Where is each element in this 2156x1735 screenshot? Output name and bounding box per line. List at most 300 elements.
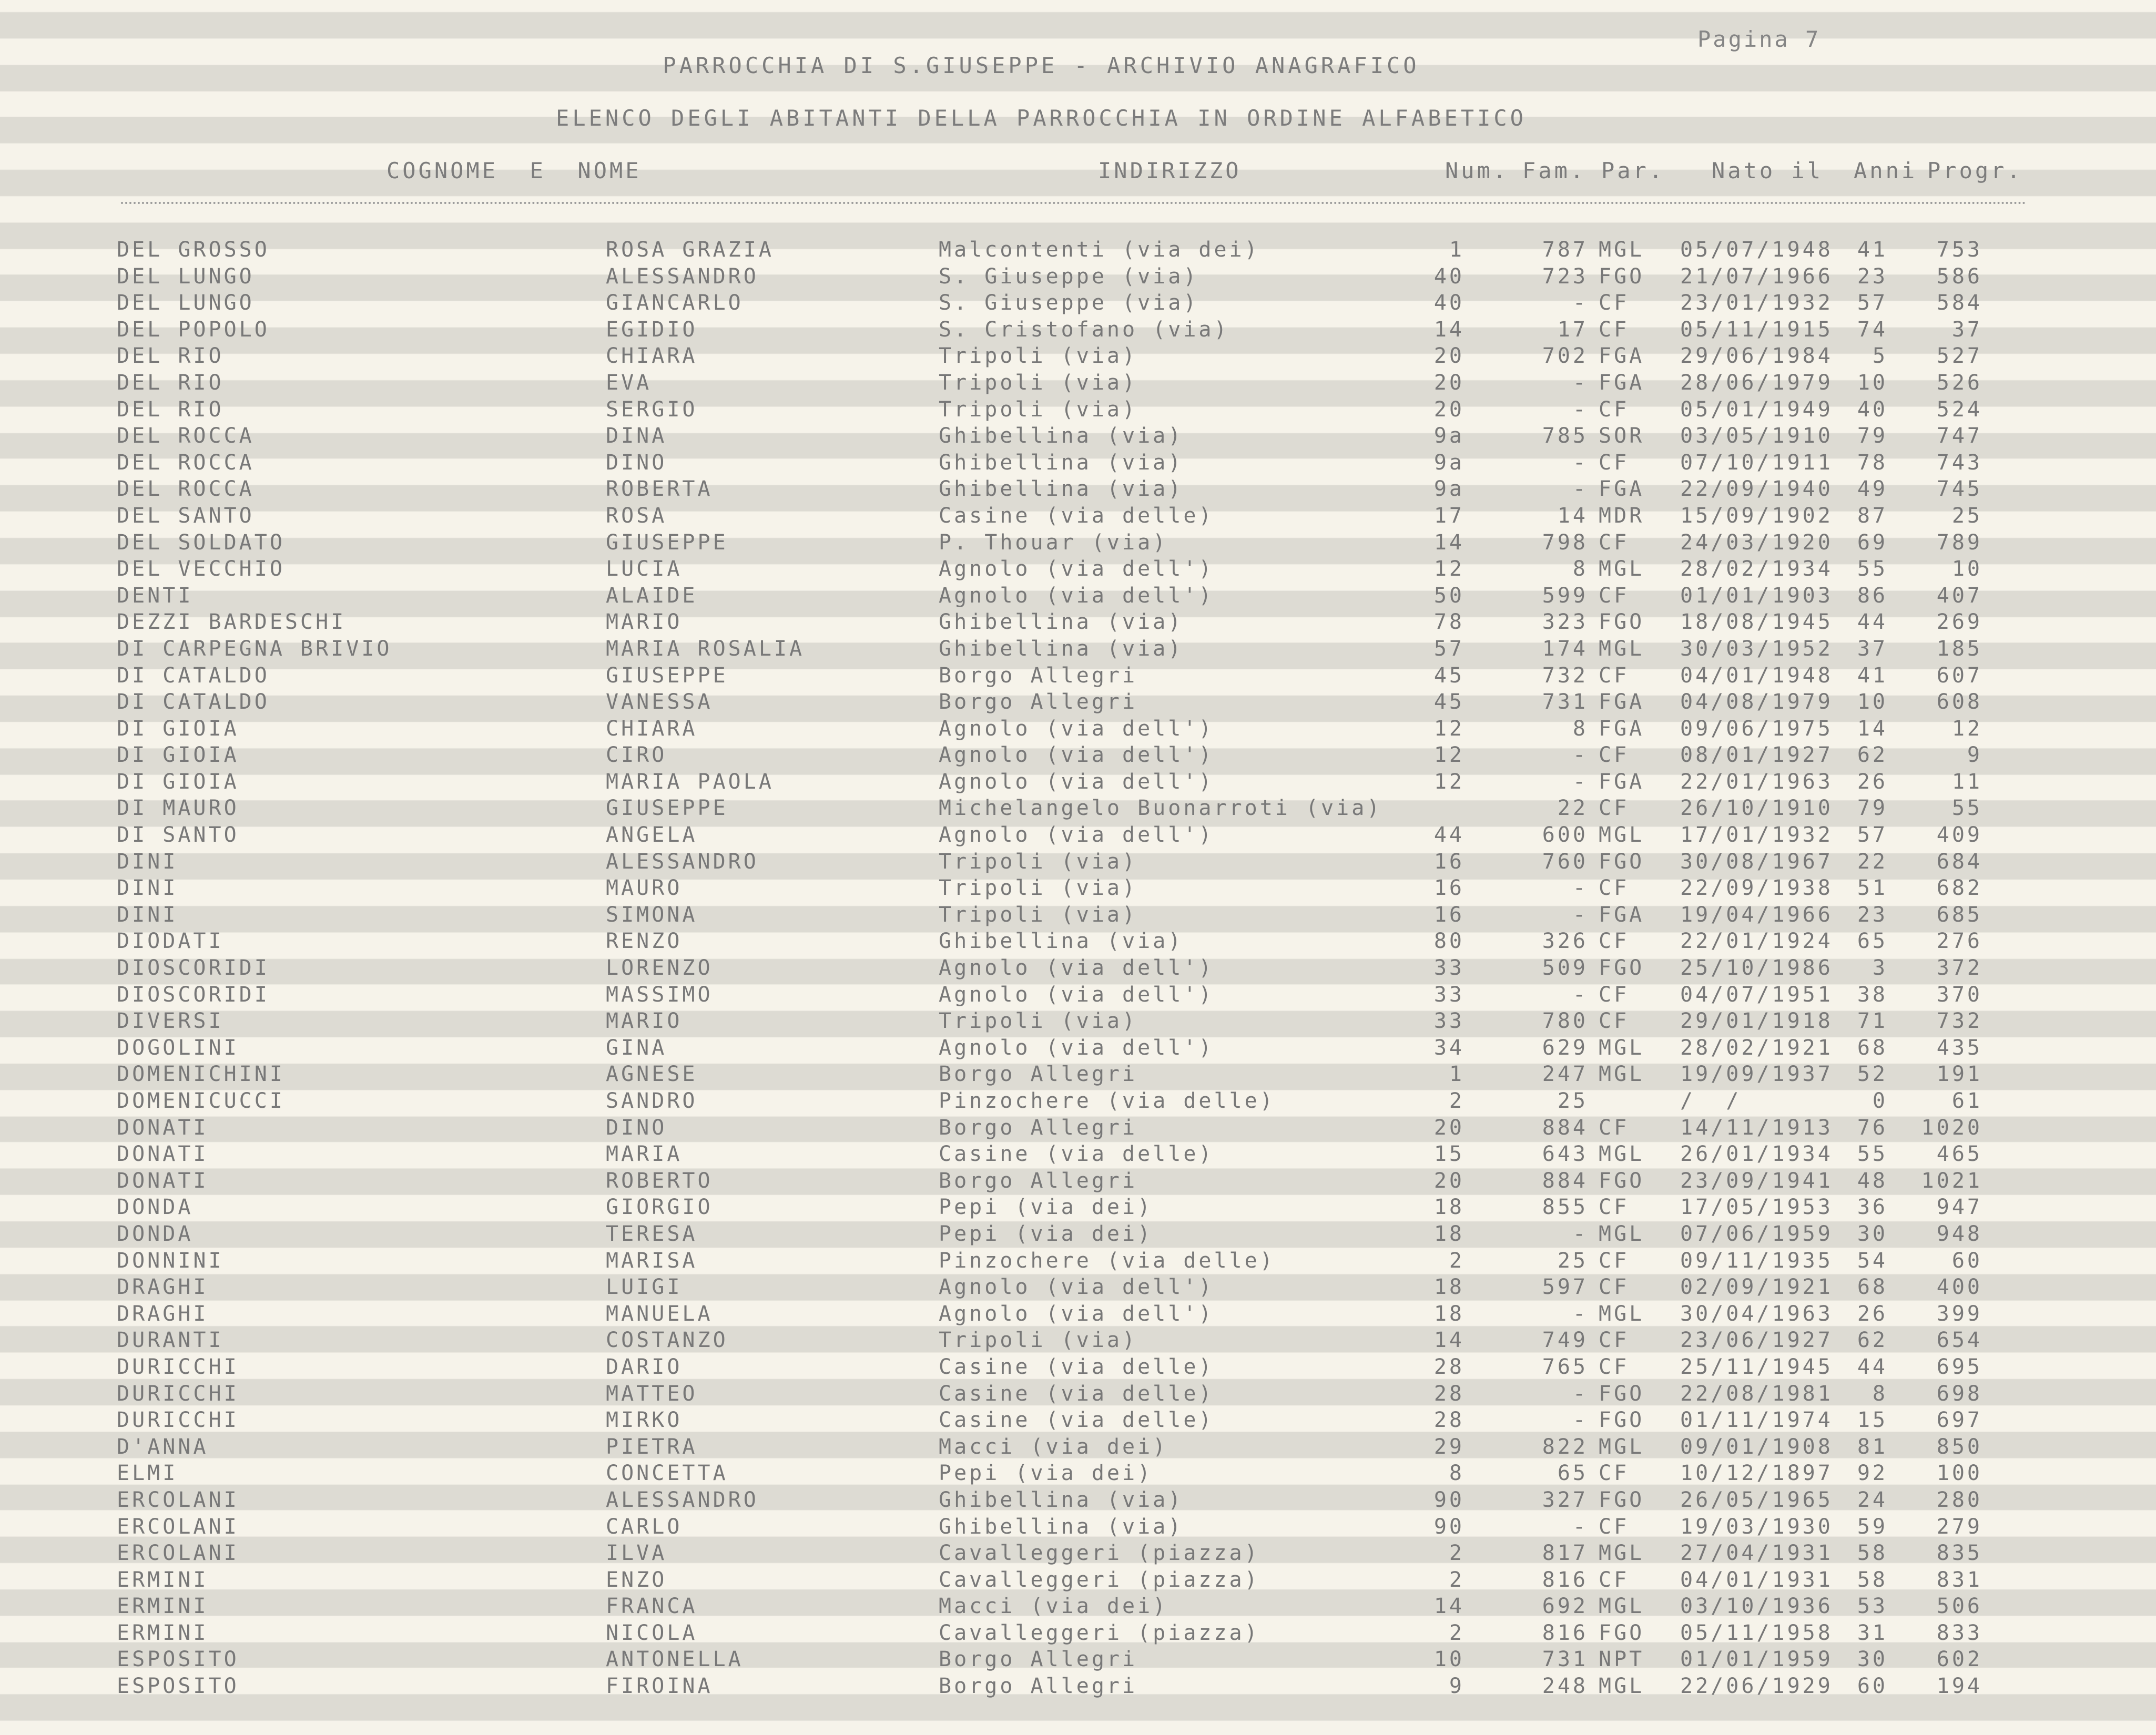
progressive-cell: 276	[1936, 929, 1982, 954]
name-cell: TERESA	[606, 1221, 698, 1246]
age-cell: 30	[1857, 1647, 1888, 1672]
address-cell: Casine (via delle)	[939, 503, 1214, 528]
surname-cell: DIOSCORIDI	[117, 982, 270, 1007]
family-cell: 731	[1542, 690, 1588, 715]
house-number-cell: 2	[1449, 1541, 1465, 1566]
birthdate-cell: 22/08/1981	[1680, 1381, 1833, 1406]
name-cell: SANDRO	[606, 1089, 698, 1113]
progressive-cell: 697	[1936, 1408, 1982, 1433]
house-number-cell: 9a	[1433, 477, 1465, 502]
table-row	[0, 290, 2156, 317]
family-cell: 25	[1557, 1089, 1588, 1113]
surname-cell: DEL POPOLO	[117, 317, 270, 342]
address-cell: Casine (via delle)	[939, 1408, 1214, 1433]
table-row	[0, 609, 2156, 636]
house-number-cell: 90	[1433, 1487, 1465, 1512]
progressive-cell: 11	[1951, 769, 1982, 794]
address-cell: Michelangelo Buonarroti (via)	[939, 796, 1382, 821]
progressive-cell: 399	[1936, 1301, 1982, 1326]
address-cell: Ghibellina (via)	[939, 477, 1184, 502]
birthdate-cell: 04/08/1979	[1680, 690, 1833, 715]
house-number-cell: 20	[1433, 370, 1465, 395]
house-number-cell: 17	[1433, 503, 1465, 528]
family-cell: 25	[1557, 1248, 1588, 1273]
name-cell: ENZO	[606, 1567, 667, 1592]
birthdate-cell: 30/08/1967	[1680, 849, 1833, 874]
house-number-cell: 2	[1449, 1089, 1465, 1113]
house-number-cell: 9a	[1433, 450, 1465, 475]
progressive-cell: 695	[1936, 1354, 1982, 1379]
family-cell: -	[1572, 1408, 1588, 1433]
progressive-cell: 191	[1936, 1062, 1982, 1087]
address-cell: Agnolo (via dell')	[939, 743, 1214, 768]
family-cell: 723	[1542, 264, 1588, 289]
address-cell: Casine (via delle)	[939, 1354, 1214, 1379]
relation-cell: CF	[1599, 1514, 1630, 1539]
house-number-cell: 12	[1433, 557, 1465, 581]
name-cell: CHIARA	[606, 344, 698, 369]
age-cell: 30	[1857, 1221, 1888, 1246]
table-row	[0, 928, 2156, 955]
birthdate-cell: 27/04/1931	[1680, 1541, 1833, 1566]
table-row	[0, 1248, 2156, 1274]
birthdate-cell: 19/04/1966	[1680, 902, 1833, 927]
house-number-cell: 33	[1433, 956, 1465, 981]
table-row	[0, 1646, 2156, 1673]
relation-cell: MGL	[1599, 823, 1645, 848]
table-row	[0, 1354, 2156, 1381]
birthdate-cell: 09/11/1935	[1680, 1248, 1833, 1273]
address-cell: Ghibellina (via)	[939, 1487, 1184, 1512]
name-cell: MATTEO	[606, 1381, 698, 1406]
birthdate-cell: 30/03/1952	[1680, 636, 1833, 661]
family-cell: 780	[1542, 1009, 1588, 1034]
progressive-cell: 61	[1951, 1089, 1982, 1113]
table-row	[0, 1274, 2156, 1301]
progressive-cell: 37	[1951, 317, 1982, 342]
address-cell: Ghibellina (via)	[939, 929, 1184, 954]
relation-cell: FGA	[1599, 370, 1645, 395]
age-cell: 60	[1857, 1674, 1888, 1699]
family-cell: 749	[1542, 1328, 1588, 1353]
name-cell: MARIA PAOLA	[606, 769, 774, 794]
age-cell: 5	[1872, 344, 1888, 369]
surname-cell: DURICCHI	[117, 1408, 239, 1433]
age-cell: 26	[1857, 769, 1888, 794]
table-row	[0, 716, 2156, 742]
house-number-cell: 12	[1433, 716, 1465, 741]
relation-cell: CF	[1599, 583, 1630, 608]
name-cell: ROSA GRAZIA	[606, 238, 774, 262]
table-row	[0, 795, 2156, 822]
table-row	[0, 902, 2156, 928]
name-cell: MANUELA	[606, 1301, 713, 1326]
relation-cell: MGL	[1599, 557, 1645, 581]
table-row	[0, 1327, 2156, 1354]
birthdate-cell: 23/09/1941	[1680, 1168, 1833, 1193]
house-number-cell: 2	[1449, 1567, 1465, 1592]
house-number-cell: 2	[1449, 1248, 1465, 1273]
table-row	[0, 1381, 2156, 1407]
relation-cell: CF	[1599, 1009, 1630, 1034]
name-cell: DARIO	[606, 1354, 683, 1379]
family-cell: -	[1572, 902, 1588, 927]
relation-cell: CF	[1599, 397, 1630, 422]
relation-cell: MGL	[1599, 1674, 1645, 1699]
birthdate-cell: 04/07/1951	[1680, 982, 1833, 1007]
address-cell: Casine (via delle)	[939, 1381, 1214, 1406]
family-cell: 327	[1542, 1487, 1588, 1512]
birthdate-cell: 03/05/1910	[1680, 424, 1833, 448]
surname-cell: DEL VECCHIO	[117, 557, 285, 581]
name-cell: ALESSANDRO	[606, 1487, 759, 1512]
name-cell: CONCETTA	[606, 1461, 728, 1486]
table-row	[0, 1301, 2156, 1328]
relation-cell: CF	[1599, 982, 1630, 1007]
surname-cell: DEL GROSSO	[117, 238, 270, 262]
birthdate-cell: 01/11/1974	[1680, 1408, 1833, 1433]
progressive-cell: 789	[1936, 530, 1982, 555]
surname-cell: ESPOSITO	[117, 1674, 239, 1699]
age-cell: 74	[1857, 317, 1888, 342]
relation-cell: CF	[1599, 876, 1630, 901]
family-cell: 822	[1542, 1434, 1588, 1459]
name-cell: CHIARA	[606, 716, 698, 741]
table-row	[0, 317, 2156, 343]
surname-cell: DI GIOIA	[117, 716, 239, 741]
table-row	[0, 1620, 2156, 1647]
house-number-cell: 18	[1433, 1195, 1465, 1220]
surname-cell: DONDA	[117, 1195, 194, 1220]
progressive-cell: 833	[1936, 1620, 1982, 1645]
address-cell: Macci (via dei)	[939, 1594, 1168, 1619]
table-row	[0, 556, 2156, 583]
birthdate-cell: 26/01/1934	[1680, 1142, 1833, 1167]
surname-cell: DI SANTO	[117, 823, 239, 848]
table-row	[0, 689, 2156, 716]
family-cell: 8	[1572, 716, 1588, 741]
address-cell: Pepi (via dei)	[939, 1221, 1153, 1246]
name-cell: ROSA	[606, 503, 667, 528]
birthdate-cell: 25/11/1945	[1680, 1354, 1833, 1379]
table-row	[0, 849, 2156, 875]
house-number-cell: 44	[1433, 823, 1465, 848]
birthdate-cell: 10/12/1897	[1680, 1461, 1833, 1486]
family-cell: 174	[1542, 636, 1588, 661]
family-cell: 785	[1542, 424, 1588, 448]
progressive-cell: 372	[1936, 956, 1982, 981]
age-cell: 55	[1857, 1142, 1888, 1167]
name-cell: COSTANZO	[606, 1328, 728, 1353]
age-cell: 24	[1857, 1487, 1888, 1512]
family-cell: -	[1572, 1221, 1588, 1246]
birthdate-cell: 29/01/1918	[1680, 1009, 1833, 1034]
table-row	[0, 1673, 2156, 1700]
age-cell: 53	[1857, 1594, 1888, 1619]
house-number-cell: 20	[1433, 1115, 1465, 1140]
house-number-cell: 40	[1433, 291, 1465, 315]
birthdate-cell: 05/11/1958	[1680, 1620, 1833, 1645]
relation-cell: MGL	[1599, 1142, 1645, 1167]
name-cell: MAURO	[606, 876, 683, 901]
progressive-cell: 747	[1936, 424, 1982, 448]
address-cell: Agnolo (via dell')	[939, 982, 1214, 1007]
name-cell: RENZO	[606, 929, 683, 954]
family-cell: 884	[1542, 1168, 1588, 1193]
house-number-cell: 2	[1449, 1620, 1465, 1645]
name-cell: ILVA	[606, 1541, 667, 1566]
house-number-cell: 18	[1433, 1275, 1465, 1300]
house-number-cell: 57	[1433, 636, 1465, 661]
birthdate-cell: 05/11/1915	[1680, 317, 1833, 342]
address-cell: Malcontenti (via dei)	[939, 238, 1260, 262]
name-cell: LUIGI	[606, 1275, 683, 1300]
progressive-cell: 602	[1936, 1647, 1982, 1672]
table-row	[0, 742, 2156, 769]
relation-cell: NPT	[1599, 1647, 1645, 1672]
family-cell: 884	[1542, 1115, 1588, 1140]
birthdate-cell: 23/06/1927	[1680, 1328, 1833, 1353]
surname-cell: ERMINI	[117, 1594, 209, 1619]
surname-cell: DEL LUNGO	[117, 291, 255, 315]
birthdate-cell: 15/09/1902	[1680, 503, 1833, 528]
family-cell: 816	[1542, 1620, 1588, 1645]
table-row	[0, 1460, 2156, 1487]
family-cell: 855	[1542, 1195, 1588, 1220]
birthdate-cell: 28/06/1979	[1680, 370, 1833, 395]
house-number-cell: 34	[1433, 1035, 1465, 1060]
address-cell: Agnolo (via dell')	[939, 823, 1214, 848]
surname-cell: ERCOLANI	[117, 1487, 239, 1512]
surname-cell: DONATI	[117, 1115, 209, 1140]
relation-cell: FGA	[1599, 344, 1645, 369]
family-cell: -	[1572, 397, 1588, 422]
house-number-cell: 20	[1433, 397, 1465, 422]
table-row	[0, 1141, 2156, 1168]
progressive-cell: 409	[1936, 823, 1982, 848]
birthdate-cell: 22/09/1940	[1680, 477, 1833, 502]
relation-cell: CF	[1599, 1328, 1630, 1353]
progressive-cell: 527	[1936, 344, 1982, 369]
progressive-cell: 1021	[1921, 1168, 1982, 1193]
surname-cell: ERMINI	[117, 1567, 209, 1592]
house-number-cell: 14	[1433, 317, 1465, 342]
house-number-cell: 28	[1433, 1408, 1465, 1433]
relation-cell: MGL	[1599, 636, 1645, 661]
address-cell: Tripoli (via)	[939, 344, 1138, 369]
age-cell: 38	[1857, 982, 1888, 1007]
surname-cell: DINI	[117, 902, 178, 927]
house-number-cell: 1	[1449, 238, 1465, 262]
name-cell: GINA	[606, 1035, 667, 1060]
name-cell: DINO	[606, 450, 667, 475]
birthdate-cell: 19/09/1937	[1680, 1062, 1833, 1087]
house-number-cell: 9	[1449, 1674, 1465, 1699]
table-row	[0, 583, 2156, 609]
name-cell: DINA	[606, 424, 667, 448]
header-address: INDIRIZZO	[1098, 158, 1242, 183]
birthdate-cell: 09/01/1908	[1680, 1434, 1833, 1459]
progressive-cell: 400	[1936, 1275, 1982, 1300]
address-cell: Ghibellina (via)	[939, 610, 1184, 635]
relation-cell: FGA	[1599, 902, 1645, 927]
table-row	[0, 237, 2156, 263]
residents-table	[0, 237, 2156, 1700]
header-prog: Progr.	[1927, 158, 2023, 183]
table-row	[0, 1088, 2156, 1115]
address-cell: Borgo Allegri	[939, 1168, 1138, 1193]
family-cell: 732	[1542, 663, 1588, 688]
family-cell: 65	[1557, 1461, 1588, 1486]
house-number-cell: 40	[1433, 264, 1465, 289]
birthdate-cell: 05/07/1948	[1680, 238, 1833, 262]
age-cell: 10	[1857, 370, 1888, 395]
surname-cell: DI CARPEGNA BRIVIO	[117, 636, 392, 661]
house-number-cell: 20	[1433, 344, 1465, 369]
age-cell: 87	[1857, 503, 1888, 528]
house-number-cell: 78	[1433, 610, 1465, 635]
birthdate-cell: 17/05/1953	[1680, 1195, 1833, 1220]
progressive-cell: 732	[1936, 1009, 1982, 1034]
birthdate-cell: 17/01/1932	[1680, 823, 1833, 848]
surname-cell: DONDA	[117, 1221, 194, 1246]
age-cell: 78	[1857, 450, 1888, 475]
progressive-cell: 850	[1936, 1434, 1982, 1459]
address-cell: S. Cristofano (via)	[939, 317, 1229, 342]
family-cell: -	[1572, 477, 1588, 502]
relation-cell: MGL	[1599, 1035, 1645, 1060]
relation-cell: MGL	[1599, 238, 1645, 262]
name-cell: ALESSANDRO	[606, 849, 759, 874]
birthdate-cell: 26/10/1910	[1680, 796, 1833, 821]
house-number-cell: 29	[1433, 1434, 1465, 1459]
surname-cell: DINI	[117, 849, 178, 874]
family-cell: 643	[1542, 1142, 1588, 1167]
name-cell: LORENZO	[606, 956, 713, 981]
surname-cell: DEL ROCCA	[117, 477, 255, 502]
address-cell: Ghibellina (via)	[939, 1514, 1184, 1539]
family-cell: 787	[1542, 238, 1588, 262]
address-cell: Tripoli (via)	[939, 1328, 1138, 1353]
age-cell: 31	[1857, 1620, 1888, 1645]
name-cell: ROBERTA	[606, 477, 713, 502]
age-cell: 10	[1857, 690, 1888, 715]
birthdate-cell: 14/11/1913	[1680, 1115, 1833, 1140]
family-cell: 600	[1542, 823, 1588, 848]
family-cell: 597	[1542, 1275, 1588, 1300]
family-cell: -	[1572, 743, 1588, 768]
birthdate-cell: 07/06/1959	[1680, 1221, 1833, 1246]
progressive-cell: 25	[1951, 503, 1982, 528]
progressive-cell: 753	[1936, 238, 1982, 262]
relation-cell: FGA	[1599, 716, 1645, 741]
age-cell: 15	[1857, 1408, 1888, 1433]
progressive-cell: 12	[1951, 716, 1982, 741]
family-cell: 326	[1542, 929, 1588, 954]
progressive-cell: 682	[1936, 876, 1982, 901]
age-cell: 44	[1857, 1354, 1888, 1379]
progressive-cell: 698	[1936, 1381, 1982, 1406]
age-cell: 92	[1857, 1461, 1888, 1486]
birthdate-cell: 18/08/1945	[1680, 610, 1833, 635]
surname-cell: DRAGHI	[117, 1275, 209, 1300]
table-row	[0, 1221, 2156, 1248]
progressive-cell: 608	[1936, 690, 1982, 715]
house-number-cell: 80	[1433, 929, 1465, 954]
relation-cell: CF	[1599, 291, 1630, 315]
birthdate-cell: 03/10/1936	[1680, 1594, 1833, 1619]
header-num: Num.	[1445, 158, 1509, 183]
name-cell: FIROINA	[606, 1674, 713, 1699]
address-cell: Agnolo (via dell')	[939, 769, 1214, 794]
surname-cell: DEL RIO	[117, 397, 224, 422]
surname-cell: D'ANNA	[117, 1434, 209, 1459]
table-row	[0, 1115, 2156, 1141]
table-row	[0, 1061, 2156, 1088]
family-cell: 816	[1542, 1567, 1588, 1592]
relation-cell: FGA	[1599, 690, 1645, 715]
family-cell: 248	[1542, 1674, 1588, 1699]
table-row	[0, 423, 2156, 450]
page-number: Pagina 7	[1697, 26, 1821, 52]
birthdate-cell: 21/07/1966	[1680, 264, 1833, 289]
progressive-cell: 835	[1936, 1541, 1982, 1566]
family-cell: -	[1572, 982, 1588, 1007]
progressive-cell: 745	[1936, 477, 1982, 502]
surname-cell: ERCOLANI	[117, 1541, 239, 1566]
surname-cell: DIODATI	[117, 929, 224, 954]
address-cell: Cavalleggeri (piazza)	[939, 1541, 1260, 1566]
name-cell: ALAIDE	[606, 583, 698, 608]
house-number-cell: 14	[1433, 1594, 1465, 1619]
progressive-cell: 526	[1936, 370, 1982, 395]
relation-cell: MGL	[1599, 1221, 1645, 1246]
age-cell: 49	[1857, 477, 1888, 502]
surname-cell: ERMINI	[117, 1620, 209, 1645]
address-cell: Agnolo (via dell')	[939, 1035, 1214, 1060]
age-cell: 51	[1857, 876, 1888, 901]
house-number-cell: 10	[1433, 1647, 1465, 1672]
age-cell: 36	[1857, 1195, 1888, 1220]
name-cell: MIRKO	[606, 1408, 683, 1433]
name-cell: DINO	[606, 1115, 667, 1140]
name-cell: MARIA	[606, 1142, 683, 1167]
house-number-cell: 9a	[1433, 424, 1465, 448]
age-cell: 54	[1857, 1248, 1888, 1273]
surname-cell: ERCOLANI	[117, 1514, 239, 1539]
table-row	[0, 1514, 2156, 1540]
house-number-cell: 16	[1433, 849, 1465, 874]
name-cell: MARIO	[606, 1009, 683, 1034]
address-cell: Tripoli (via)	[939, 849, 1138, 874]
age-cell: 14	[1857, 716, 1888, 741]
address-cell: Casine (via delle)	[939, 1142, 1214, 1167]
birthdate-cell: 22/01/1924	[1680, 929, 1833, 954]
name-cell: CIRO	[606, 743, 667, 768]
age-cell: 79	[1857, 796, 1888, 821]
house-number-cell: 28	[1433, 1381, 1465, 1406]
age-cell: 79	[1857, 424, 1888, 448]
address-cell: Tripoli (via)	[939, 397, 1138, 422]
progressive-cell: 948	[1936, 1221, 1982, 1246]
family-cell: -	[1572, 370, 1588, 395]
table-row	[0, 529, 2156, 556]
table-row	[0, 450, 2156, 476]
family-cell: 14	[1557, 503, 1588, 528]
age-cell: 57	[1857, 291, 1888, 315]
birthdate-cell: 29/06/1984	[1680, 344, 1833, 369]
header-born: Nato il	[1712, 158, 1824, 183]
